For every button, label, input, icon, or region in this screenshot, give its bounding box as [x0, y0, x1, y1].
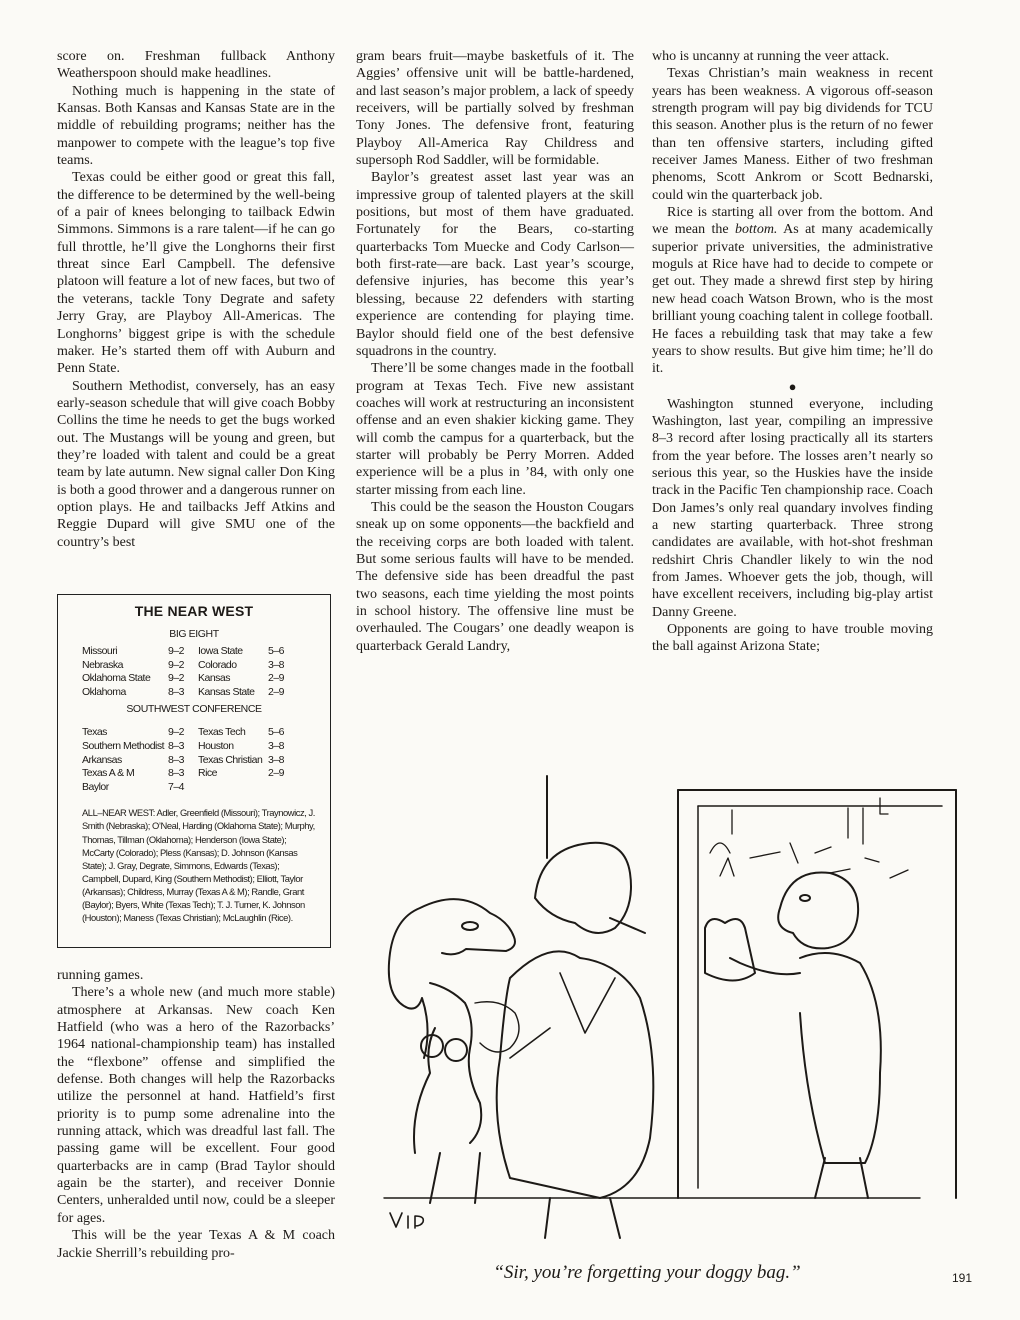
dog-head [389, 899, 515, 1058]
big-eight-label: BIG EIGHT [169, 628, 219, 640]
waiter-eye [800, 895, 810, 901]
team-record: 3–8 [268, 739, 285, 752]
section-separator: ● [788, 378, 797, 394]
team-name: Missouri [82, 645, 118, 657]
team-name: Houston [198, 739, 234, 752]
doggy-bag [705, 919, 755, 981]
team-record: 8–3 [168, 739, 185, 752]
cartoon-signature-mark [390, 1213, 423, 1228]
team-name: Kansas [198, 672, 231, 685]
team-name [198, 781, 268, 795]
man-coat [497, 951, 654, 1198]
near-west-sidebar [57, 594, 331, 948]
team-record: 8–3 [168, 685, 185, 698]
team-name: Southern Methodist [82, 739, 165, 752]
team-name: Oklahoma State [82, 672, 151, 685]
all-near-west-list: ALL–NEAR WEST: Adler, Greenfield (Missouri); Traynowicz, J. Smith (Nebraska); O’Neal, Harding (Oklahoma State); Murphy, Thomas, Tillman (Oklahoma); Henderson (Iowa State); McCarty (Colorado); Pless (Kansas); D. Johnson (Kansas State); J. Gray, Degrate, Simmons, Edwards (Texas); Campbell, Dupard, King (Southern Methodist); Elliott, Taylor (Arkansas); Childress, Murray (Texas A & M); Randle, Grant (Baylor); Byers, White (Texas Tech); T. J. Turner, K. Johnson (Houston); Maness (Texas Christian); McLaughlin (Rice). [82, 807, 315, 924]
paragraph: There’s a whole new (and much more stable) atmosphere at Arkansas. New coach Ken Hatfield (who was a hero of the Razorbacks’ 1964 national-championship team) has installed the “flexbone” offense and simplified the defense. Both changes will help the Razorbacks utilize the personnel at hand. Hatfield’s first priority is to pump some adrenaline into the running attack, which was dreadful last fall. The passing game will be excellent. Four good quarterbacks are in camp (Brad Taylor should again be the starter), and receiver Donnie Centers, unheralded until now, could be a sleeper for ages. [57, 985, 335, 1226]
team-name: Oklahoma [82, 685, 126, 698]
paragraph: who is uncanny at running the veer attack. [652, 49, 890, 64]
team-name: Texas A & M [82, 767, 135, 780]
waiter-arm [730, 958, 800, 974]
big-eight-standings [82, 645, 330, 699]
paragraph: There’ll be some changes made in the football program at Texas Tech. Five new assistant coaches will work at restructuring an inconsistent offense and an even shakier kicking game. They will comb the campus for a quarterback, but the starter will probably be Perry Morren. Added experience will be a plus in ’84, with only one starter missing from each line. [356, 361, 634, 498]
fur-stole [475, 1002, 519, 1052]
woman-figure [421, 1035, 443, 1057]
waiter-head [778, 872, 858, 948]
paragraph: This could be the season the Houston Cougars sneak up on some opponents—the backfield and the receiving corps are both loaded with talent. But some serious faults will have to be mended. The defensive side has been dreadful the past two seasons, each time yielding the most points in school history. The offensive line must be overhauled. The Cougars’ one deadly weapon is quarterback Gerald Landry, [356, 499, 634, 654]
page-number: 191 [952, 1271, 973, 1285]
team-name: Iowa State [198, 645, 243, 657]
paragraph: score on. Freshman fullback Anthony Weatherspoon should make headlines. [57, 49, 335, 82]
sidebar-title: THE NEAR WEST [134, 603, 254, 619]
background-sketch [710, 843, 908, 878]
cigarette [610, 918, 645, 933]
waiter-body [800, 953, 881, 1163]
emphasis: bottom. [735, 222, 778, 238]
column-2 [356, 48, 634, 655]
paragraph: Texas Christian’s main weakness in recent years has been weakness. A vigorous off-season strength program will pay big dividends for TCU this season. Another plus is the return of no fewer than ten offensive starters, including gifted receiver James Maness. Either of two freshman phenoms, Scott Ankrom or Scott Bednarski, could win the quarterback job. [652, 66, 933, 203]
team-name: Baylor [82, 780, 109, 793]
team-name: Texas Christian [198, 753, 263, 766]
paragraph: Opponents are going to have trouble moving the ball against Arizona State; [652, 622, 933, 655]
team-record: 2–9 [268, 672, 285, 685]
team-record: 9–2 [168, 672, 185, 685]
column-3 [652, 48, 933, 656]
cartoon-illustration [360, 758, 960, 1268]
paragraph: running games. [57, 968, 144, 983]
dog-eye [462, 922, 478, 930]
team-record: 2–9 [268, 767, 285, 780]
team-name: Arkansas [82, 753, 122, 766]
man-legs [545, 1198, 620, 1238]
team-record: 5–6 [268, 645, 285, 657]
text-run: As at many academically superior private universities, the administrative moguls at Rice have had to decide to compete or get out. They made a shrewd first step by hiring new head coach Watson Brown, who is the most brilliant young coaching talent in college football. He faces a rebuilding task that may take a few years to show results. But give him time; he’ll do it. [652, 222, 933, 377]
cartoon-caption: “Sir, you’re forgetting your doggy bag.” [493, 1262, 801, 1283]
team-name: Texas Tech [198, 726, 246, 739]
team-record: 8–3 [168, 767, 185, 780]
man-head [535, 843, 631, 933]
paragraph: Nothing much is happening in the state of Kansas. Both Kansas and Kansas State are in the middle of rebuilding programs; neither has the manpower to compete with the league’s top five teams. [57, 83, 335, 169]
paragraph: Baylor’s greatest asset last year was an impressive group of talented players at the skill positions, but most of them have graduated. Fortunately for the Bears, co-starting quarterbacks Tom Muecke and Cody Carlson—both first-rate—are back. Last year’s scourge, defensive injuries, has become this year’s blessing, because 22 defenders with starting experience are contending for playing time. Baylor should field one of the best defensive squadrons in the country. [356, 170, 634, 359]
paragraph: gram bears fruit—maybe basketfuls of it. The Aggies’ offensive unit will be battle-hardened, and last season’s major problem, a lack of speedy receivers, will be partially solved by freshman Tony Jones. The defensive front, featuring Playboy All-America Ray Childress and supersoph Rod Saddler, will be formidable. [356, 49, 634, 169]
team-name: Kansas State [198, 685, 255, 698]
team-record [268, 781, 296, 795]
woman-figure [445, 1039, 467, 1061]
paragraph-rice [652, 204, 933, 377]
team-name: Nebraska [82, 658, 123, 671]
text-run: Rice is starting all over from the bottom. And we mean the [652, 205, 933, 238]
team-record: 9–2 [168, 645, 185, 657]
team-record: 3–8 [268, 753, 285, 766]
woman-body [414, 983, 481, 1203]
coat-lapel [510, 973, 615, 1058]
team-record: 8–3 [168, 753, 185, 766]
column-1-top [57, 48, 335, 551]
team-name: Rice [198, 767, 218, 780]
team-record: 9–2 [168, 726, 185, 739]
paragraph: This will be the year Texas A & M coach Jackie Sherrill’s rebuilding pro- [57, 1228, 335, 1261]
team-record: 9–2 [168, 658, 185, 671]
swc-standings [82, 726, 330, 794]
team-record: 5–6 [268, 726, 285, 739]
column-1-bottom [57, 967, 335, 1262]
paragraph: Texas could be either good or great this fall, the difference to be determined by the well-being of a pair of knees belonging to tailback Edwin Simmons. Simmons is a rare talent—if he can go full throttle, he’ll give the Longhorns their first threat since Earl Campbell. The defensive platoon will feature a lot of new faces, but two of the veterans, tackle Tony Degrate and safety Jerry Gray, are Playboy All-Americas. The Longhorns’ biggest gripe is with the schedule maker. He’s started them off with Auburn and Penn State. [57, 170, 335, 377]
team-record: 3–8 [268, 658, 285, 671]
team-record: 7–4 [168, 780, 185, 793]
team-name: Texas [82, 726, 107, 739]
paragraph: Washington stunned everyone, including Washington, last year, compiling an impressive 8–3 record after losing practically all its starters from the year before. The losses aren’t nearly so serious this year, so the Huskies have the inside track in the Pacific Ten championship race. Coach Don James’s only real quandary involves finding a new starting quarterback. Three strong candidates are available, with hot-shot freshman redshirt Chris Chandler likely to win the nod from James. Whoever gets the job, though, will have excellent receivers, including big-play artist Danny Greene. [652, 396, 933, 620]
paragraph: Southern Methodist, conversely, has an easy early-season schedule that will give coach Bobby Collins the time he needs to get the bugs worked out. The Mustangs will be young and green, but they’re loaded with talent and could be a great team by late autumn. New signal caller Don King is both a good thrower and a dangerous runner on option plays. He and tailbacks Jeff Atkins and Reggie Dupard will give SMU one of the country’s best [57, 378, 335, 550]
team-record: 2–9 [268, 685, 285, 698]
team-name: Colorado [198, 658, 237, 671]
swc-label: SOUTHWEST CONFERENCE [126, 703, 262, 716]
